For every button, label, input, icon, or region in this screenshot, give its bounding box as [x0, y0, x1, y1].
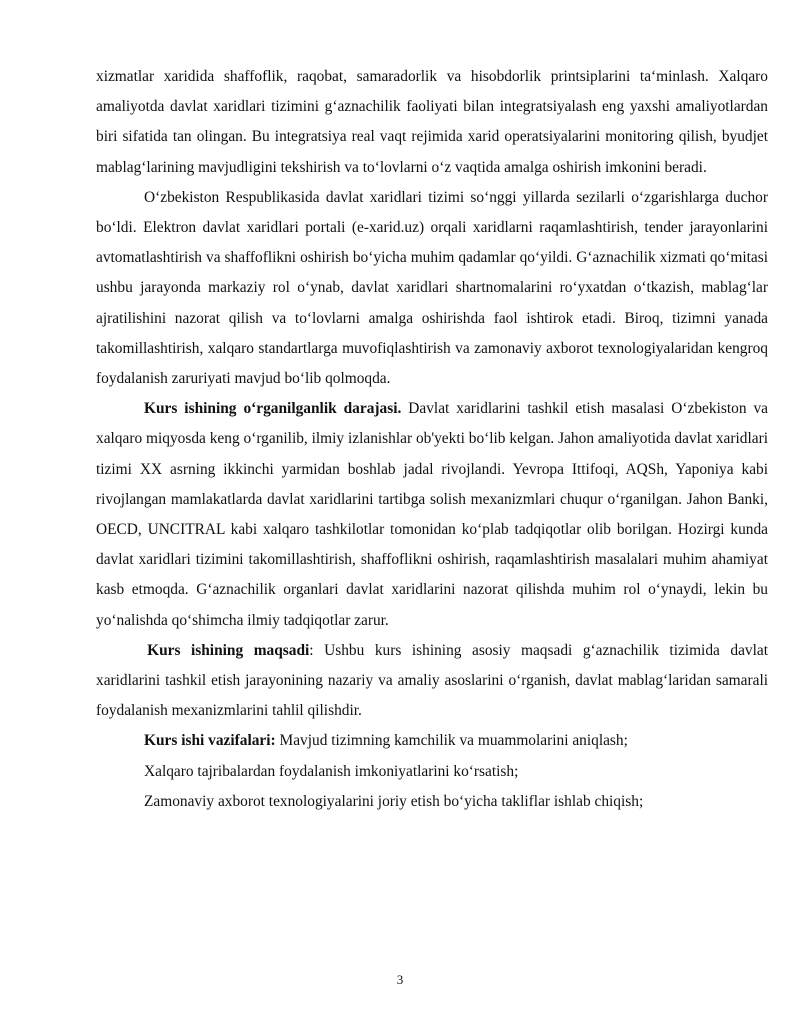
- paragraph-course-goal: [96, 636, 768, 727]
- text-course-goal: : Ushbu kurs ishining asosiy maqsadi g‘aznachilik tizimida davlat xaridlarini tashkil etish jarayonining nazariy va amaliy asoslarini o‘rganish, davlat mablag‘laridan samarali foydalanish mexanizmlarini tahlil qilishdir.: [96, 641, 768, 720]
- text-task-2: Xalqaro tajribalardan foydalanish imkoniyatlarini ko‘rsatish;: [144, 762, 519, 780]
- text-task-3: Zamonaviy axborot texnologiyalarini joriy etish bo‘yicha takliflar ishlab chiqish;: [144, 792, 644, 810]
- paragraph-study-degree: [96, 394, 768, 636]
- text-study-degree: Davlat xaridlarini tashkil etish masalasi O‘zbekiston va xalqaro miqyosda keng o‘rganilib, ilmiy izlanishlar ob'yekti bo‘lib kelgan. Jahon amaliyotida davlat xaridlari tizimi XX asrning ikkinchi yarmidan boshlab jadal rivojlandi. Yevropa Ittifoqi, AQSh, Yaponiya kabi rivojlangan mamlakatlarda davlat xaridlarini tartibga solish mexanizmlari chuqur o‘rganilgan. Jahon Banki, OECD, UNCITRAL kabi xalqaro tashkilotlar tomonidan ko‘plab tadqiqotlar olib borilgan. Hozirgi kunda davlat xaridlari tizimini takomillashtirish, shaffoflikni oshirish, raqamlashtirish masalalari muhim ahamiyat kasb etmoqda. G‘aznachilik organlari davlat xaridlarini nazorat qilishda muhim rol o‘ynaydi, lekin bu yo‘nalishda qo‘shimcha ilmiy tadqiqotlar zarur.: [96, 400, 768, 629]
- heading-course-goal: Kurs ishining maqsadi: [147, 641, 310, 659]
- heading-study-degree: Kurs ishining o‘rganilganlik darajasi.: [144, 400, 402, 418]
- paragraph-uzbekistan-procurement: O‘zbekiston Respublikasida davlat xaridlari tizimi so‘nggi yillarda sezilarli o‘zgarishlarga duchor bo‘ldi. Elektron davlat xaridlari portali (e-xarid.uz) orqali xaridlarni raqamlashtirish, tender jarayonlarini avtomatlashtirish va shaffoflikni oshirish bo‘yicha muhim qadamlar qo‘yildi. G‘aznachilik xizmati qo‘mitasi ushbu jarayonda markaziy rol o‘ynab, davlat xaridlari shartnomalarini ro‘yxatdan o‘tkazish, mablag‘lar ajratilishini nazorat qilish va to‘lovlarni amalga oshirishda faol ishtirok etadi. Biroq, tizimni yanada takomillashtirish, xalqaro standartlarga muvofiqlashtirish va zamonaviy axborot texnologiyalaridan kengroq foydalanish zaruriyati mavjud bo‘lib qolmoqda.: [96, 188, 768, 388]
- document-page: [96, 62, 768, 817]
- paragraph-course-tasks: [96, 726, 768, 756]
- heading-course-tasks: Kurs ishi vazifalari:: [144, 732, 276, 750]
- page-number: 3: [396, 972, 404, 987]
- text-task-1: Mavjud tizimning kamchilik va muammolarini aniqlash;: [275, 732, 628, 750]
- paragraph-intro-continuation: xizmatlar xaridida shaffoflik, raqobat, samaradorlik va hisobdorlik printsiplarini ta‘minlash. Xalqaro amaliyotda davlat xaridlari tizimini g‘aznachilik faoliyati bilan integratsiyalash eng yaxshi amaliyotlardan biri sifatida tan olingan. Bu integratsiya real vaqt rejimida xarid operatsiyalarini monitoring qilish, byudjet mablag‘larining mavjudligini tekshirish va to‘lovlarni o‘z vaqtida amalga oshirish imkonini beradi.: [96, 68, 768, 176]
